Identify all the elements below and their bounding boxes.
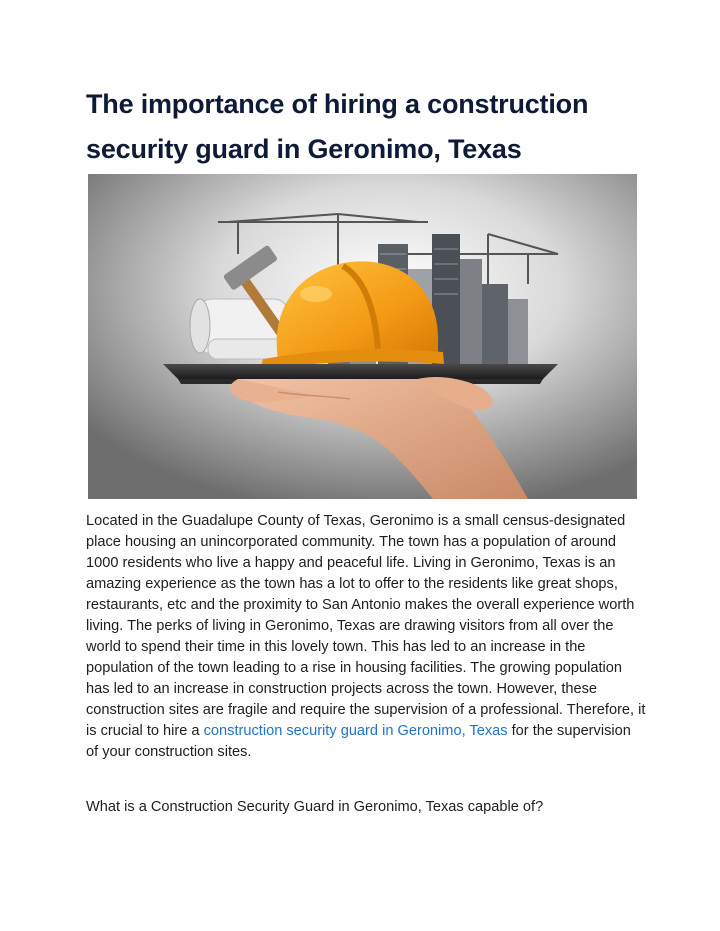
section-subheading: What is a Construction Security Guard in Geronimo, Texas capable of? — [86, 799, 544, 815]
construction-tablet-illustration — [88, 174, 637, 499]
paragraph-text-end: for the supervision of your construction sites. — [86, 723, 631, 760]
hero-image — [88, 174, 637, 499]
security-guard-link[interactable]: construction security guard in Geronimo, Texas — [203, 723, 508, 739]
page-title: The importance of hiring a construction security guard in Geronimo, Texas — [86, 89, 589, 164]
body-paragraph — [86, 511, 646, 763]
paragraph-text: Located in the Guadalupe County of Texas, Geronimo is a small census-designated place housing an unincorporated community. The town has a population of around 1000 residents who live a happy and peaceful life. Living in Geronimo, Texas is an amazing experience as the town has a lot to offer to the residents like great shops, restaurants, etc and the proximity to San Antonio makes the overall experience worth living. The perks of living in Geronimo, Texas are drawing visitors from all over the world to spend their time in this lovely town. This has led to an increase in the population of the town leading to a rise in housing facilities. The growing population has led to an increase in construction projects across the town. However, these construction sites are fragile and require the supervision of a professional. Therefore, it is crucial to hire a — [86, 513, 646, 739]
